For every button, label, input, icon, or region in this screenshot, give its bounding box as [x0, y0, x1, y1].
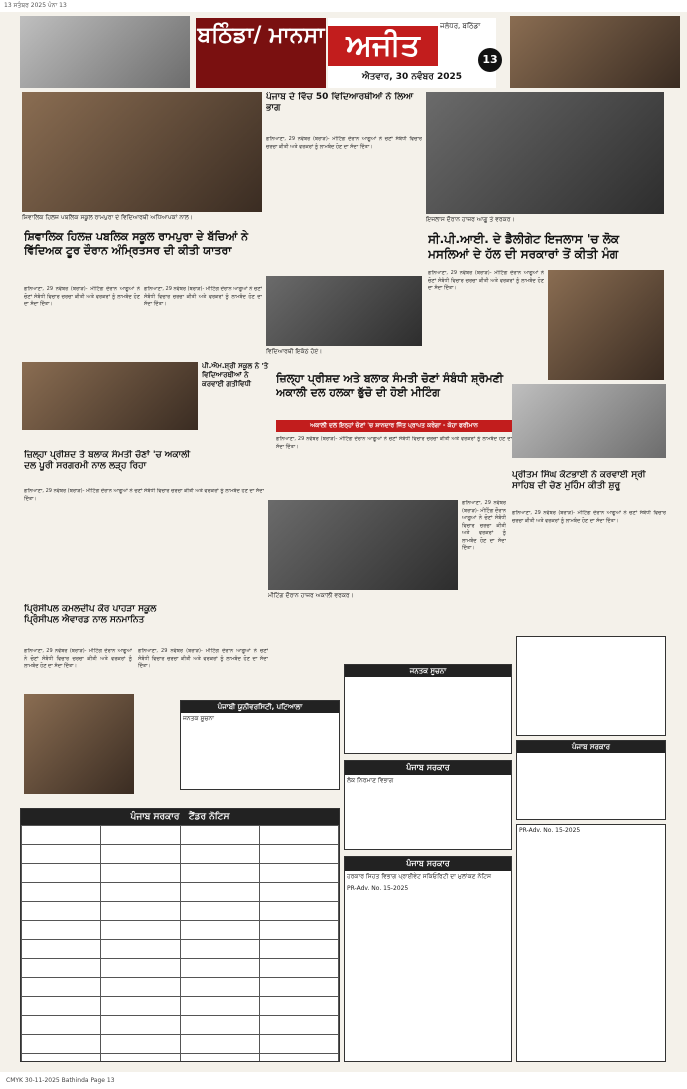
cpi-caption: ਇਜਲਾਸ ਦੌਰਾਨ ਹਾਜ਼ਰ ਆਗੂ ਤੇ ਵਰਕਰ। — [426, 216, 515, 223]
tender-table — [21, 825, 339, 1062]
print-info-line: 13 ਸਤੰਬਰ 2025 ਪੰਨਾ 13 — [0, 0, 687, 12]
kabaddi-photo — [266, 276, 422, 346]
tender-govt: ਪੰਜਾਬ ਸਰਕਾਰ — [130, 812, 180, 822]
tender-notice-ad — [20, 808, 340, 1062]
zila-body-2: ਗੋਨਿਆਣਾ, 29 ਨਵੰਬਰ (ਬਰਾੜ)- ਮੀਟਿੰਗ ਦੌਰਾਨ ਆਗੂਆਂ ਨੇ ਚੋਣਾਂ ਸੰਬੰਧੀ ਵਿਚਾਰ ਚਰਚਾ ਕੀਤੀ ਅਤੇ ਵਰਕਰਾਂ ਨੂੰ ਲਾਮਬੰਦ ਹੋਣ ਦਾ ਸੱਦਾ ਦਿੱਤਾ। — [462, 500, 506, 551]
zila-subbanner: ਅਕਾਲੀ ਦਲ ਇਨ੍ਹਾਂ ਚੋਣਾਂ 'ਚ ਸ਼ਾਨਦਾਰ ਜਿੱਤ ਪ੍ਰਾਪਤ ਕਰੇਗਾ - ਕੋਹਾ ਫਰੀਮਾਨ — [276, 420, 512, 432]
kabaddi-body: ਗੋਨਿਆਣਾ, 29 ਨਵੰਬਰ (ਬਰਾੜ)- ਮੀਟਿੰਗ ਦੌਰਾਨ ਆਗੂਆਂ ਨੇ ਚੋਣਾਂ ਸੰਬੰਧੀ ਵਿਚਾਰ ਚਰਚਾ ਕੀਤੀ ਅਤੇ ਵਰਕਰਾਂ ਨੂੰ ਲਾਮਬੰਦ ਹੋਣ ਦਾ ਸੱਦਾ ਦਿੱਤਾ। — [266, 136, 422, 150]
school-body-2: ਗੋਨਿਆਣਾ, 29 ਨਵੰਬਰ (ਬਰਾੜ)- ਮੀਟਿੰਗ ਦੌਰਾਨ ਆਗੂਆਂ ਨੇ ਚੋਣਾਂ ਸੰਬੰਧੀ ਵਿਚਾਰ ਚਰਚਾ ਕੀਤੀ ਅਤੇ ਵਰਕਰਾਂ ਨੂੰ ਲਾਮਬੰਦ ਹੋਣ ਦਾ ਸੱਦਾ ਦਿੱਤਾ। — [144, 286, 262, 307]
print-footer: CMYK 30-11-2025 Bathinda Page 13 — [0, 1072, 687, 1089]
meeting-caption: ਮੀਟਿੰਗ ਦੌਰਾਨ ਹਾਜ਼ਰ ਅਕਾਲੀ ਵਰਕਰ। — [268, 592, 354, 599]
fort-photo — [510, 16, 680, 88]
school-group-photo — [22, 92, 262, 212]
cpi-rally-photo — [426, 92, 664, 214]
university-ad — [180, 700, 340, 790]
school-headline: ਸ਼ਿਵਾਲਿਕ ਹਿਲਜ਼ ਪਬਲਿਕ ਸਕੂਲ ਰਾਮਪੁਰਾ ਦੇ ਬੱਚਿਆਂ ਨੇ ਵਿੱਦਿਅਕ ਟੂਰ ਦੌਰਾਨ ਅੰਮ੍ਰਿਤਸਰ ਦੀ ਕੀਤੀ ਯਾਤਰਾ — [24, 230, 249, 257]
lokniti-dept: ਲੋਕ ਨਿਰਮਾਣ ਵਿਭਾਗ — [347, 777, 394, 784]
kabaddi-headline: ਪੰਜਾਬ ਦੇ ਵਿੱਚ 50 ਵਿਦਿਆਰਥੀਆਂ ਨੇ ਲਿਆ ਭਾਗ — [266, 92, 414, 114]
right-bottom-ad — [516, 824, 666, 1062]
left-mid-body: ਗੋਨਿਆਣਾ, 29 ਨਵੰਬਰ (ਬਰਾੜ)- ਮੀਟਿੰਗ ਦੌਰਾਨ ਆਗੂਆਂ ਨੇ ਚੋਣਾਂ ਸੰਬੰਧੀ ਵਿਚਾਰ ਚਰਚਾ ਕੀਤੀ ਅਤੇ ਵਰਕਰਾਂ ਨੂੰ ਲਾਮਬੰਦ ਹੋਣ ਦਾ ਸੱਦਾ ਦਿੱਤਾ। — [24, 488, 264, 502]
pritam-headline: ਪ੍ਰੀਤਮ ਸਿੰਘ ਕੋਟਭਾਈ ਨੇ ਕਰਵਾਈ ਸ੍ਰੀ ਸਾਹਿਬ ਦੀ ਚੋਣ ਮੁਹਿੰਮ ਕੀਤੀ ਸ਼ੁਰੂ — [512, 470, 646, 492]
cpi-body: ਗੋਨਿਆਣਾ, 29 ਨਵੰਬਰ (ਬਰਾੜ)- ਮੀਟਿੰਗ ਦੌਰਾਨ ਆਗੂਆਂ ਨੇ ਚੋਣਾਂ ਸੰਬੰਧੀ ਵਿਚਾਰ ਚਰਚਾ ਕੀਤੀ ਅਤੇ ਵਰਕਰਾਂ ਨੂੰ ਲਾਮਬੰਦ ਹੋਣ ਦਾ ਸੱਦਾ ਦਿੱਤਾ। — [428, 270, 544, 291]
edition-block — [196, 18, 326, 88]
lokniti-govt: ਪੰਜਾਬ ਸਰਕਾਰ — [345, 761, 511, 775]
zila-body: ਗੋਨਿਆਣਾ, 29 ਨਵੰਬਰ (ਬਰਾੜ)- ਮੀਟਿੰਗ ਦੌਰਾਨ ਆਗੂਆਂ ਨੇ ਚੋਣਾਂ ਸੰਬੰਧੀ ਵਿਚਾਰ ਚਰਚਾ ਕੀਤੀ ਅਤੇ ਵਰਕਰਾਂ ਨੂੰ ਲਾਮਬੰਦ ਹੋਣ ਦਾ ਸੱਦਾ ਦਿੱਤਾ। — [276, 436, 512, 450]
university-title: ਪੰਜਾਬੀ ਯੂਨੀਵਰਸਿਟੀ, ਪਟਿਆਲਾ — [181, 701, 339, 713]
award-photo — [22, 362, 198, 430]
page-number-badge: 13 — [478, 48, 502, 72]
pmp-headline: ਪੀ.ਐਮ.ਸ਼੍ਰੀ ਸਕੂਲ ਨੇ 'ਤੇ ਵਿਦਿਆਰਥੀਆਂ ਨੇ ਕਰਵਾਈ ਗਤੀਵਿਧੀ — [202, 362, 269, 388]
paper-block — [328, 18, 496, 88]
principal-headline: ਪ੍ਰਿੰਸੀਪਲ ਕਮਲਦੀਪ ਕੌਰ ਪਾਹੜਾ ਸਕੂਲ ਪ੍ਰਿੰਸੀਪਲ ਐਵਾਰਡ ਨਾਲ ਸਨਮਾਨਿਤ — [24, 604, 157, 626]
notice-list-title: ਜਨਤਕ ਸੂਚਨਾ — [345, 665, 511, 677]
left-mid-headline: ਜ਼ਿਲ੍ਹਾ ਪ੍ਰੀਸ਼ਦ ਤੇ ਬਲਾਕ ਸੰਮਤੀ ਚੋਣਾਂ 'ਚ ਅਕਾਲੀ ਦਲ ਪੂਰੀ ਸਰਗਰਮੀ ਨਾਲ ਲੜ੍ਹ ਰਿਹਾ — [24, 450, 191, 472]
principal-body-2: ਗੋਨਿਆਣਾ, 29 ਨਵੰਬਰ (ਬਰਾੜ)- ਮੀਟਿੰਗ ਦੌਰਾਨ ਆਗੂਆਂ ਨੇ ਚੋਣਾਂ ਸੰਬੰਧੀ ਵਿਚਾਰ ਚਰਚਾ ਕੀਤੀ ਅਤੇ ਵਰਕਰਾਂ ਨੂੰ ਲਾਮਬੰਦ ਹੋਣ ਦਾ ਸੱਦਾ ਦਿੱਤਾ। — [138, 648, 268, 669]
cpi-inset-photo — [548, 270, 664, 380]
profile-ad — [516, 636, 666, 736]
tender-header — [21, 809, 339, 825]
right-bottom-pr: PR-Adv. No. 15-2025 — [519, 827, 581, 834]
paper-cities: ਜਲੰਧਰ, ਬਠਿੰਡਾ — [440, 22, 481, 30]
notice-list-ad — [344, 664, 512, 754]
university-notice: ਜਨਤਕ ਸੂਚਨਾ — [183, 715, 215, 722]
cpi-headline: ਸੀ.ਪੀ.ਆਈ. ਦੇ ਡੈਲੀਗੇਟ ਇਜਲਾਸ 'ਚ ਲੋਕ ਮਸਲਿਆਂ ਦੇ ਹੱਲ ਦੀ ਸਰਕਾਰਾਂ ਤੋਂ ਕੀਤੀ ਮੰਗ — [428, 232, 620, 261]
meeting-photo — [268, 500, 458, 590]
issue-date: ਐਤਵਾਰ, 30 ਨਵੰਬਰ 2025 — [361, 72, 463, 82]
school-body: ਗੋਨਿਆਣਾ, 29 ਨਵੰਬਰ (ਬਰਾੜ)- ਮੀਟਿੰਗ ਦੌਰਾਨ ਆਗੂਆਂ ਨੇ ਚੋਣਾਂ ਸੰਬੰਧੀ ਵਿਚਾਰ ਚਰਚਾ ਕੀਤੀ ਅਤੇ ਵਰਕਰਾਂ ਨੂੰ ਲਾਮਬੰਦ ਹੋਣ ਦਾ ਸੱਦਾ ਦਿੱਤਾ। — [24, 286, 140, 307]
tender-title: ਟੈਂਡਰ ਨੋਟਿਸ — [188, 812, 230, 822]
power-plant-photo — [20, 16, 190, 88]
pritam-photo — [512, 384, 666, 458]
masthead — [196, 18, 496, 88]
right-govt-title: ਪੰਜਾਬ ਸਰਕਾਰ — [517, 741, 665, 753]
health-govt: ਪੰਜਾਬ ਸਰਕਾਰ — [345, 857, 511, 871]
pritam-body: ਗੋਨਿਆਣਾ, 29 ਨਵੰਬਰ (ਬਰਾੜ)- ਮੀਟਿੰਗ ਦੌਰਾਨ ਆਗੂਆਂ ਨੇ ਚੋਣਾਂ ਸੰਬੰਧੀ ਵਿਚਾਰ ਚਰਚਾ ਕੀਤੀ ਅਤੇ ਵਰਕਰਾਂ ਨੂੰ ਲਾਮਬੰਦ ਹੋਣ ਦਾ ਸੱਦਾ ਦਿੱਤਾ। — [512, 510, 666, 524]
kabaddi-caption: ਵਿਦਿਆਰਥੀ ਇਕੱਠੇ ਹੋਏ। — [266, 348, 323, 355]
health-pr: PR-Adv. No. 15-2025 — [347, 884, 409, 892]
zila-headline: ਜ਼ਿਲ੍ਹਾ ਪ੍ਰੀਸ਼ਦ ਅਤੇ ਬਲਾਕ ਸੰਮਤੀ ਚੋਣਾਂ ਸੰਬੰਧੀ ਸ਼੍ਰੋਮਣੀ ਅਕਾਲੀ ਦਲ ਹਲਕਾ ਭੁੱਚੋ ਦੀ ਹੋਈ ਮੀਟਿੰਗ — [276, 372, 504, 399]
right-govt-ad — [516, 740, 666, 820]
paper-name: ਅਜੀਤ — [328, 26, 438, 66]
edition-name: ਬਠਿੰਡਾ/ ਮਾਨਸਾ — [197, 23, 325, 48]
lokniti-ad — [344, 760, 512, 850]
principal-body: ਗੋਨਿਆਣਾ, 29 ਨਵੰਬਰ (ਬਰਾੜ)- ਮੀਟਿੰਗ ਦੌਰਾਨ ਆਗੂਆਂ ਨੇ ਚੋਣਾਂ ਸੰਬੰਧੀ ਵਿਚਾਰ ਚਰਚਾ ਕੀਤੀ ਅਤੇ ਵਰਕਰਾਂ ਨੂੰ ਲਾਮਬੰਦ ਹੋਣ ਦਾ ਸੱਦਾ ਦਿੱਤਾ। — [24, 648, 132, 669]
health-line: ਹਰਕਾਰ ਸਿਹਤ ਵਿਭਾਗ ਪ੍ਰਾਈਵੇਟ ਸਕਿਓਰਿਟੀ ਦਾ ਮੁਲਾਂਕਣ ਨੋਟਿਸ — [347, 873, 492, 880]
principal-photo — [24, 694, 134, 794]
health-ad — [344, 856, 512, 1062]
school-photo-caption: ਸ਼ਿਵਾਲਿਕ ਹਿਲਜ਼ ਪਬਲਿਕ ਸਕੂਲ ਰਾਮਪੁਰਾ ਦੇ ਵਿਦਿਆਰਥੀ ਅਧਿਆਪਕਾਂ ਨਾਲ। — [22, 214, 193, 221]
